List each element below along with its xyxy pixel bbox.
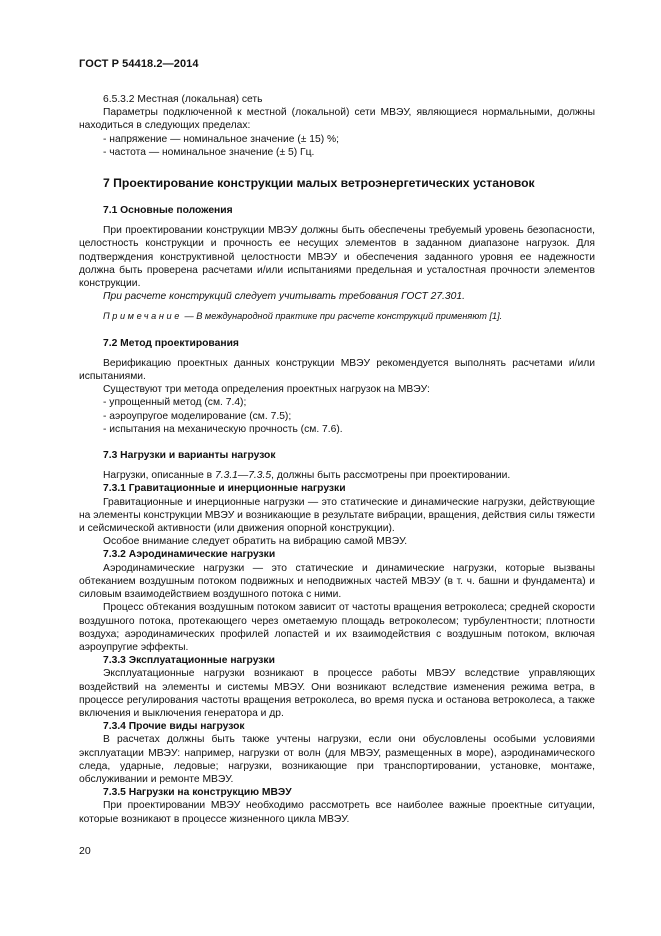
clause-6-5-3-2-paragraph: Параметры подключенной к местной (локальной) сети МВЭУ, являющиеся нормальными, должны находиться в следующих пределах: (79, 107, 595, 132)
list-item: - аэроупругое моделирование (см. 7.5); (103, 410, 292, 422)
subsection-7-1-heading: 7.1 Основные положения (103, 205, 233, 217)
note-label: Примечание (103, 311, 182, 322)
subsection-7-3-heading: 7.3 Нагрузки и варианты нагрузок (103, 450, 276, 462)
subsection-7-1-paragraph: При проектировании конструкции МВЭУ должны быть обеспечены требуемый уровень безопасности, целостность конструкции и прочность ее несущих элементов в заданном диапазоне нагрузок. Для подтверждения конструктивной целостности МВЭУ и обеспечения заданного уровня ее надежности должна быть проверена расчетами и/или испытаниями предельная и усталостная прочности элементов конструкции. (79, 225, 595, 290)
list-item: - испытания на механическую прочность (см. 7.6). (103, 423, 343, 435)
subsection-7-2-methods-intro: Существуют три метода определения проектных нагрузок на МВЭУ: (103, 384, 430, 396)
subsection-7-3-paragraph: Нагрузки, описанные в 7.3.1—7.3.5, должны быть рассмотрены при проектировании. (103, 470, 511, 482)
clause-7-3-1-paragraph: Гравитационные и инерционные нагрузки — это статические и динамические нагрузки, действующие на элементы конструкции МВЭУ и возникающие в результате вибрации, вращения, действия силы тяжести и сейсмической активности (или движения опорной конструкции). (79, 496, 595, 535)
page-number: 20 (79, 845, 91, 857)
clause-7-3-3-heading: 7.3.3 Эксплуатационные нагрузки (103, 655, 275, 667)
section-7-heading: 7 Проектирование конструкции малых ветроэнергетических установок (103, 176, 535, 191)
note (79, 310, 595, 323)
clause-7-3-1-note: Особое внимание следует обратить на вибрацию самой МВЭУ. (103, 536, 408, 548)
clause-7-3-2-paragraph: Процесс обтекания воздушным потоком зависит от частоты вращения ветроколеса; средней скорости воздушного потока, протекающего через ометаемую площадь ветроколесом; турбулентности; плотности воздуха; аэродинамических профилей лопастей и их взаимодействия с воздушным потоком, включая аэроупругие эффекты. (79, 602, 595, 653)
list-item: - упрощенный метод (см. 7.4); (103, 397, 247, 409)
clause-7-3-3-paragraph: Эксплуатационные нагрузки возникают в процессе работы МВЭУ вследствие управляющих воздействий на элементы и системы МВЭУ. Они возникают вследствие изменения режима ветра, в процессе регулирования частоты вращения ветроколеса, во время пуска и останова ветроколеса, а также включения и выключения генератора и др. (79, 668, 595, 719)
note-text: — В международной практике при расчете конструкций применяют [1]. (181, 311, 503, 322)
clause-reference: 7.3.1—7.3.5 (215, 470, 272, 482)
list-item: - напряжение — номинальное значение (± 15) %; (103, 133, 340, 145)
clause-7-3-5-paragraph: При проектировании МВЭУ необходимо рассмотреть все наиболее важные проектные ситуации, которые возникают в процессе жизненного цикла МВЭУ. (79, 800, 595, 825)
list-item: - частота — номинальное значение (± 5) Гц. (103, 146, 315, 158)
clause-7-3-4-heading: 7.3.4 Прочие виды нагрузок (103, 721, 245, 733)
clause-7-3-4-paragraph: В расчетах должны быть также учтены нагрузки, если они обусловлены особыми условиями эксплуатации МВЭУ: например, нагрузки от волн (для МВЭУ, размещенных в море), аэродинамического следа, ударные, ледовые; нагрузки, возникающие при транспортировании, установке, монтаже, обслуживании и ремонте МВЭУ. (79, 734, 595, 785)
clause-7-3-1-heading: 7.3.1 Гравитационные и инерционные нагрузки (103, 483, 346, 495)
subsection-7-2-heading: 7.2 Метод проектирования (103, 337, 239, 349)
clause-7-3-5-heading: 7.3.5 Нагрузки на конструкцию МВЭУ (103, 787, 292, 799)
document-header: ГОСТ Р 54418.2—2014 (79, 58, 199, 70)
subsection-7-1-requirement: При расчете конструкций следует учитывать требования ГОСТ 27.301. (103, 291, 465, 303)
clause-6-5-3-2-title: 6.5.3.2 Местная (локальная) сеть (103, 94, 263, 105)
clause-7-3-2-heading: 7.3.2 Аэродинамические нагрузки (103, 549, 276, 561)
document-body (79, 93, 595, 826)
subsection-7-2-paragraph: Верификацию проектных данных конструкции МВЭУ рекомендуется выполнять расчетами и/или испытаниями. (79, 357, 595, 383)
clause-7-3-2-paragraph: Аэродинамические нагрузки — это статические и динамические нагрузки, которые вызваны обтеканием воздушным потоком подвижных и неподвижных частей МВЭУ (в т. ч. башни и фундамента) и силовым взаимодействием воздушного потока с ними. (79, 562, 595, 601)
